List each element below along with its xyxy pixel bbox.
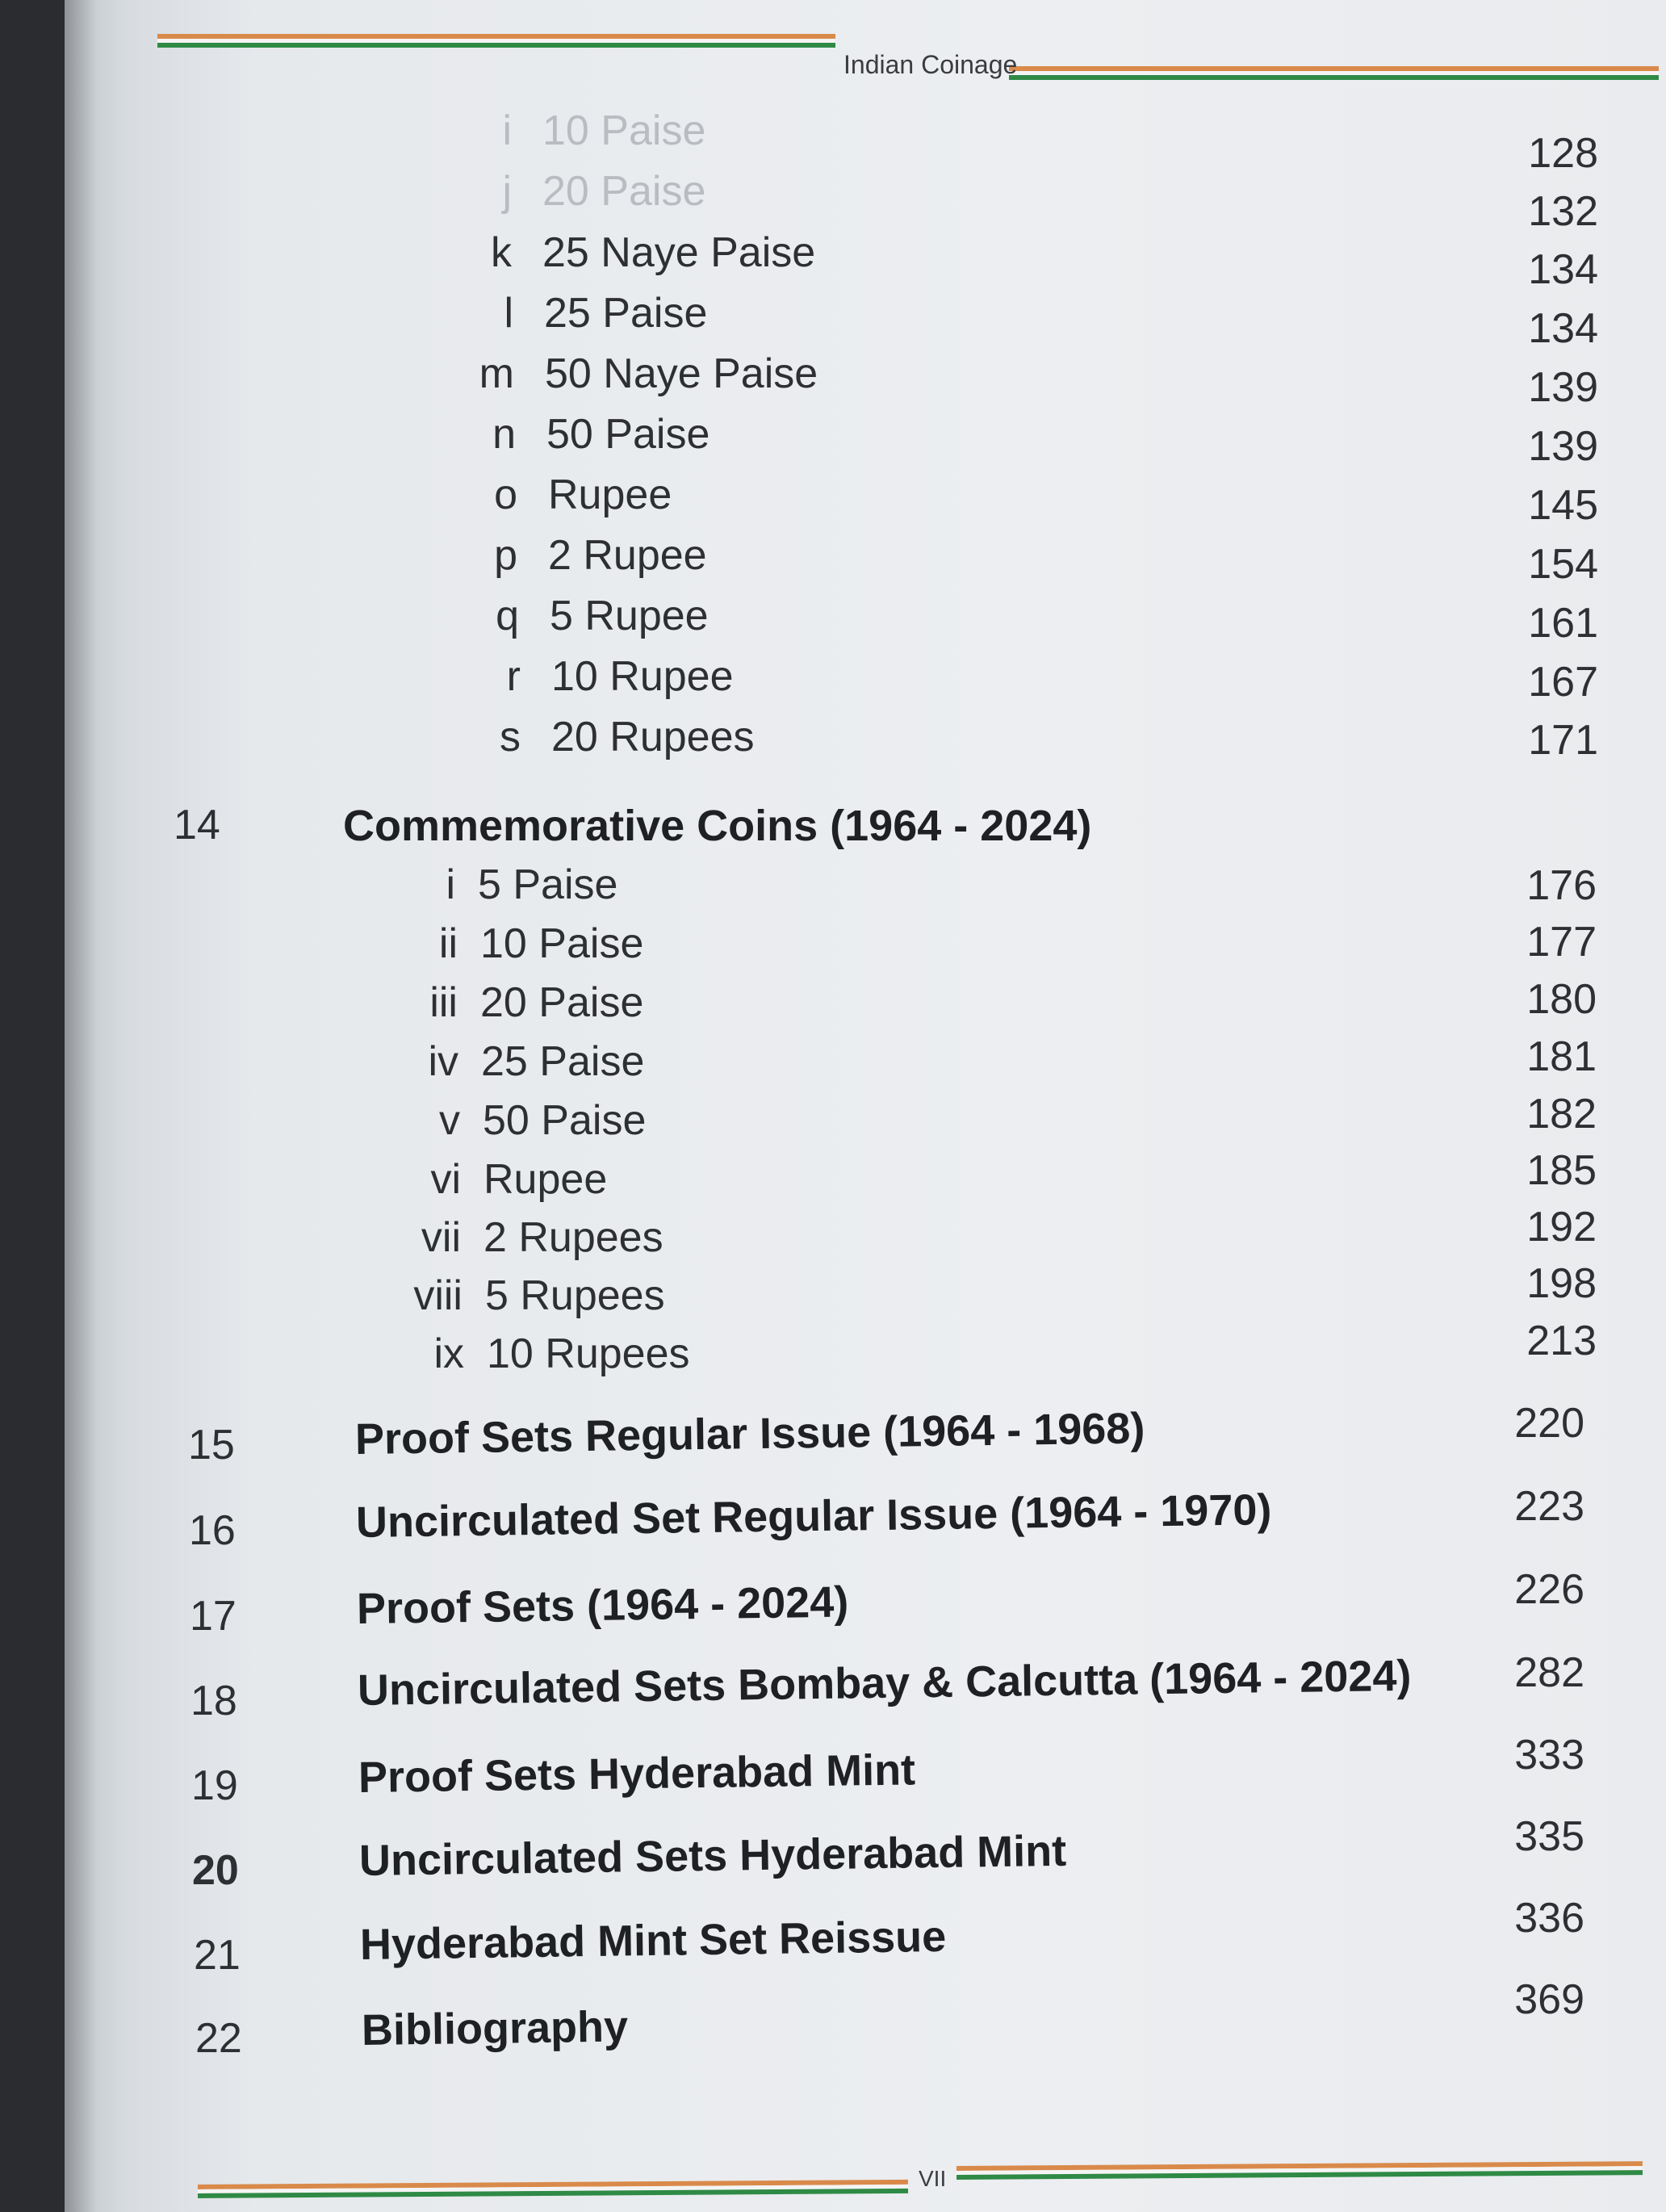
entry-label: l 25 Paise <box>504 290 708 337</box>
entry-page: 198 <box>1526 1260 1597 1307</box>
entry-letter: k <box>491 229 512 276</box>
entry-label: vii 2 Rupees <box>421 1214 663 1261</box>
chapter-page: 333 <box>1514 1732 1584 1778</box>
chapter-page: 336 <box>1514 1895 1584 1942</box>
entry-page: 185 <box>1526 1147 1597 1194</box>
entry-letter: viii <box>413 1272 463 1319</box>
entry-letter: i <box>502 107 512 154</box>
chapter-page: 335 <box>1514 1813 1584 1860</box>
entry-letter: m <box>479 350 514 397</box>
entry-letter: v <box>439 1097 460 1144</box>
chapter-number: 17 <box>190 1593 237 1640</box>
entry-label: i 10 Paise <box>502 107 706 154</box>
entry-label: r 10 Rupee <box>506 653 734 700</box>
header-tricolor-left <box>157 34 835 48</box>
chapter-page: 220 <box>1514 1400 1584 1447</box>
chapter-number: 16 <box>189 1507 236 1554</box>
entry-letter: vii <box>421 1214 461 1261</box>
entry-label: q 5 Rupee <box>496 593 709 639</box>
entry-letter: o <box>494 471 517 518</box>
entry-page: 213 <box>1526 1318 1597 1364</box>
entry-letter: ix <box>433 1330 464 1377</box>
entry-label: s 20 Rupees <box>500 714 755 760</box>
chapter-page: 223 <box>1514 1483 1584 1530</box>
entry-label: ix 10 Rupees <box>433 1330 690 1377</box>
book-page <box>65 0 1666 2212</box>
header-title: Indian Coinage <box>843 50 1018 79</box>
entry-page: 132 <box>1528 188 1598 235</box>
chapter-title: Bibliography <box>361 2002 629 2055</box>
entry-page: 180 <box>1526 976 1597 1023</box>
entry-letter: iv <box>428 1038 458 1085</box>
chapter-number: 20 <box>192 1847 239 1894</box>
entry-letter: i <box>446 861 455 908</box>
entry-page: 182 <box>1526 1091 1597 1137</box>
entry-page: 181 <box>1526 1033 1597 1080</box>
chapter-number: 21 <box>194 1932 241 1979</box>
chapter-title: Uncirculated Sets Hyderabad Mint <box>358 1826 1067 1885</box>
entry-label: v 50 Paise <box>439 1097 647 1144</box>
chapter-number: 18 <box>190 1678 237 1724</box>
entry-letter: n <box>492 411 516 458</box>
chapter-number: 19 <box>191 1762 238 1809</box>
chapter-title: Proof Sets (1964 - 2024) <box>356 1577 849 1633</box>
chapter-page: 226 <box>1514 1566 1584 1613</box>
chapter-title: Proof Sets Hyderabad Mint <box>358 1745 916 1802</box>
chapter-title: Uncirculated Sets Bombay & Calcutta (1964 - 2024) <box>357 1651 1412 1715</box>
entry-label: i 5 Paise <box>446 861 618 908</box>
entry-label: m 50 Naye Paise <box>479 350 818 397</box>
entry-letter: j <box>502 168 512 215</box>
footer-page-number: VII <box>919 2166 947 2191</box>
entry-page: 139 <box>1528 364 1598 411</box>
entry-label: vi Rupee <box>430 1156 608 1203</box>
entry-page: 192 <box>1526 1204 1597 1251</box>
entry-label: n 50 Paise <box>492 411 710 458</box>
entry-letter: p <box>494 532 517 579</box>
chapter-title: Proof Sets Regular Issue (1964 - 1968) <box>354 1404 1145 1464</box>
entry-letter: ii <box>438 920 458 967</box>
entry-label: viii 5 Rupees <box>413 1272 665 1319</box>
entry-page: 134 <box>1528 246 1598 293</box>
entry-page: 134 <box>1528 305 1598 352</box>
entry-label: iii 20 Paise <box>429 979 644 1026</box>
header-tricolor-right <box>1009 66 1659 81</box>
entry-letter: s <box>500 714 521 760</box>
entry-label: iv 25 Paise <box>428 1038 645 1085</box>
entry-letter: vi <box>430 1156 461 1203</box>
chapter-number: 14 <box>174 802 220 848</box>
chapter-title: Uncirculated Set Regular Issue (1964 - 1970) <box>355 1485 1272 1547</box>
chapter-number: 15 <box>188 1422 235 1468</box>
entry-page: 154 <box>1528 541 1598 588</box>
entry-page: 145 <box>1528 482 1598 529</box>
entry-label: ii 10 Paise <box>438 920 644 967</box>
chapter-page: 282 <box>1514 1649 1584 1696</box>
entry-letter: q <box>496 593 519 639</box>
entry-page: 176 <box>1526 862 1597 909</box>
page-gutter <box>65 0 97 2212</box>
entry-page: 161 <box>1528 600 1598 647</box>
entry-page: 171 <box>1528 717 1598 764</box>
chapter-title: Hyderabad Mint Set Reissue <box>359 1912 947 1969</box>
entry-page: 177 <box>1526 919 1597 966</box>
entry-page: 128 <box>1528 130 1598 177</box>
entry-label: j 20 Paise <box>502 168 706 215</box>
entry-page: 167 <box>1528 659 1598 706</box>
entry-label: k 25 Naye Paise <box>491 229 816 276</box>
entry-label: p 2 Rupee <box>494 532 707 579</box>
chapter-page: 369 <box>1514 1976 1584 2023</box>
entry-label: o Rupee <box>494 471 672 518</box>
chapter-title: Commemorative Coins (1964 - 2024) <box>343 802 1092 850</box>
entry-page: 139 <box>1528 423 1598 470</box>
entry-letter: iii <box>429 979 458 1026</box>
entry-letter: r <box>506 653 521 700</box>
entry-letter: l <box>504 290 513 337</box>
chapter-number: 22 <box>195 2015 242 2062</box>
